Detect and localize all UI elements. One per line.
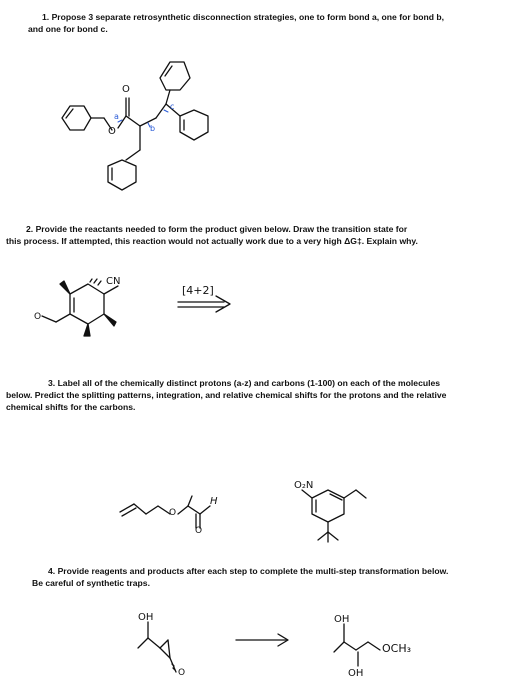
q3-text-line2: below. Predict the splitting patterns, integration, and relative chemical shifts for the protons and the relative — [6, 390, 447, 400]
q2-text — [26, 224, 407, 235]
q1-line1: Propose 3 separate retrosynthetic disconnection strategies, one to form bond a, one for bond b, — [51, 12, 445, 22]
q2-molecule — [0, 260, 531, 380]
q4-start-oh: OH — [138, 612, 154, 623]
q4-text — [48, 566, 448, 577]
q2-line1: Provide the reactants needed to form the product given below. Draw the transition state for — [35, 224, 408, 234]
q4-number: 4. — [48, 566, 56, 576]
q3-text-line3: chemical shifts for the carbons. — [6, 402, 136, 412]
q4-product-och3: OCH₃ — [382, 642, 412, 655]
q1-number: 1. — [42, 12, 50, 22]
q2-methoxy-o: O — [34, 312, 42, 322]
q1-ester-o: O — [108, 126, 116, 137]
q3-aldehyde-h: H — [210, 496, 218, 507]
q2-cyclohexene-ring — [70, 284, 104, 324]
q4-molecules — [0, 600, 531, 700]
q2-text-line2: this process. If attempted, this reaction would not actually work due to a very high ΔG‡. Explain why. — [6, 236, 418, 246]
q4-text-line2: Be careful of synthetic traps. — [32, 578, 150, 588]
q2-reaction-label: [4+2] — [182, 284, 214, 297]
q1-text-line2: and one for bond c. — [28, 24, 108, 34]
q4-line1: Provide reagents and products after each step to complete the multi-step transformation below. — [57, 566, 449, 576]
q1-bond-label-b: b — [150, 124, 156, 133]
q4-start-epoxide-o: O — [178, 668, 186, 678]
q4-product-oh-top: OH — [334, 614, 350, 625]
q3-carbonyl-o: O — [195, 526, 203, 536]
q2-cn-label: CN — [106, 276, 121, 287]
q3-line1: Label all of the chemically distinct protons (a-z) and carbons (1-100) on each of the molecules — [57, 378, 441, 388]
q3-nitro-group: O₂N — [294, 480, 314, 491]
q3-ether-o: O — [169, 508, 177, 518]
q3-arene-ring — [312, 490, 344, 522]
q1-bond-label-c: c — [170, 102, 175, 111]
q4-product-oh-bottom: OH — [348, 668, 364, 679]
q1-molecule — [0, 0, 531, 210]
q1-bond-label-a: a — [114, 112, 119, 121]
q3-number: 3. — [48, 378, 56, 388]
q3-text — [48, 378, 440, 389]
q2-number: 2. — [26, 224, 34, 234]
q1-carbonyl-o: O — [122, 84, 130, 95]
